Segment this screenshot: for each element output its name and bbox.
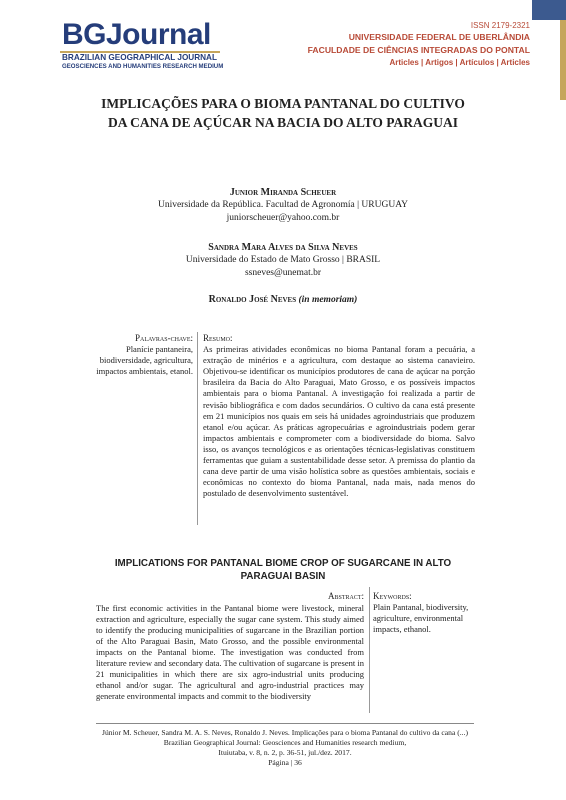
faculty-name: FACULDADE DE CIÊNCIAS INTEGRADAS DO PONTAL xyxy=(307,45,530,55)
author-name: Sandra Mara Alves da Silva Neves xyxy=(208,242,358,253)
column-divider xyxy=(369,587,370,713)
journal-header xyxy=(0,0,566,90)
journal-logo: BGJournal xyxy=(62,18,211,51)
issn: ISSN 2179-2321 xyxy=(470,21,530,30)
keywords-pt xyxy=(86,333,193,377)
author-affiliation: Universidade do Estado de Mato Grosso | BRASIL xyxy=(185,255,381,265)
journal-logo-tagline: GEOSCIENCES AND HUMANITIES RESEARCH MEDIUM xyxy=(62,63,224,70)
header-side-decoration xyxy=(560,20,566,100)
footer-page-number: Página | 36 xyxy=(268,758,302,767)
author-1 xyxy=(90,186,476,225)
english-title: IMPLICATIONS FOR PANTANAL BIOME CROP OF SUGARCANE IN ALTO PARAGUAI BASIN xyxy=(114,558,452,582)
keywords-en xyxy=(373,591,473,635)
abstract-pt-label: Resumo: xyxy=(203,333,233,343)
keywords-en-text: Plain Pantanal, biodiversity, agriculture, environmental impacts, ethanol. xyxy=(373,602,469,634)
article-types: Articles | Artigos | Artículos | Articles xyxy=(389,58,530,67)
header-corner-decoration xyxy=(532,0,566,20)
abstract-pt xyxy=(203,333,475,499)
footer-citation: Júnior M. Scheuer, Sandra M. A. S. Neves, Ronaldo J. Neves. Implicações para o bioma Pantanal do cultivo da cana (...) xyxy=(101,728,468,737)
journal-logo-subtitle: BRAZILIAN GEOGRAPHICAL JOURNAL xyxy=(62,53,217,62)
abstract-pt-text: As primeiras atividades econômicas no bioma Pantanal foram a pecuária, a extração de minérios e a agricultura, com destaque ao sistema canavieiro. Objetivou-se identificar os municípios produtores de cana de açúcar na porção brasileira da Bacia do Alto Paraguai, Mato Grosso, e os possíveis impactos ambientais para o bioma Pantanal. A investigação foi realizada a partir de revisão bibliográfica e com dados secundários. O cultivo da cana está presente em 21 municípios nos quais em seis há unidades agroindustriais que produzem etanol e/ou açúcar. As práticas agropecuárias e agroindustriais podem gerar impactos ambientais e comprometer com a biodiversidade do bioma. Salvo isso, os avanços tecnológicos e as orientações técnicas-legislativas constituem ferramentas que guiam a sustentabilidade desse setor. A premissa do plantio da cana deve partir de uma visão holística sobre as questões ambientais, sociais e econômicas no contexto do bioma Pantanal, nada mais, nada menos do postulado de desenvolvimento sustentável. xyxy=(203,344,475,499)
column-divider xyxy=(197,332,198,525)
university-name: UNIVERSIDADE FEDERAL DE UBERLÂNDIA xyxy=(348,32,530,42)
abstract-en-label: Abstract: xyxy=(327,591,364,601)
author-2 xyxy=(90,241,476,280)
author-email[interactable]: juniorscheuer@yahoo.com.br xyxy=(226,213,340,223)
footer-journal: Brazilian Geographical Journal: Geosciences and Humanities research medium, xyxy=(163,738,407,747)
author-affiliation: Universidade da República. Facultad de Agronomía | URUGUAY xyxy=(157,200,409,210)
footer-volume: Ituiutaba, v. 8, n. 2, p. 36-51, jul./dez. 2017. xyxy=(218,748,352,757)
author-name: Ronaldo José Neves xyxy=(208,294,297,305)
author-3 xyxy=(90,293,476,307)
page-footer xyxy=(80,728,490,768)
author-note: (in memoriam) xyxy=(298,295,358,305)
author-email[interactable]: ssneves@unemat.br xyxy=(244,268,322,278)
keywords-pt-label: Palavras-chave: xyxy=(135,333,193,343)
author-name: Junior Miranda Scheuer xyxy=(229,187,337,198)
keywords-en-label: Keywords: xyxy=(373,591,412,601)
keywords-pt-text: Planície pantaneira, biodiversidade, agricultura, impactos ambientais, etanol. xyxy=(96,344,193,376)
footer-divider xyxy=(96,723,474,724)
abstract-en-text: The first economic activities in the Pantanal biome were livestock, mineral extraction and agriculture, especially the sugar cane system. This study aimed to identify the producing municipalities of sugarcane in the Brazilian portion of the Alto Paraguai Basin, Mato Grosso, and the possible environmental impacts on the Pantanal biome. The investigation was conducted from literature review and secondary data. The cultivation of sugarcane is present in 21 municipalities in which there are six agro-industrial units producing ethanol and/or sugar. The agricultural and agro-industrial practices may generate environmental impacts and commit to the biodiversity xyxy=(96,603,364,701)
paper-title: IMPLICAÇÕES PARA O BIOMA PANTANAL DO CULTIVO DA CANA DE AÇÚCAR NA BACIA DO ALTO PARAGUAI xyxy=(101,96,465,130)
